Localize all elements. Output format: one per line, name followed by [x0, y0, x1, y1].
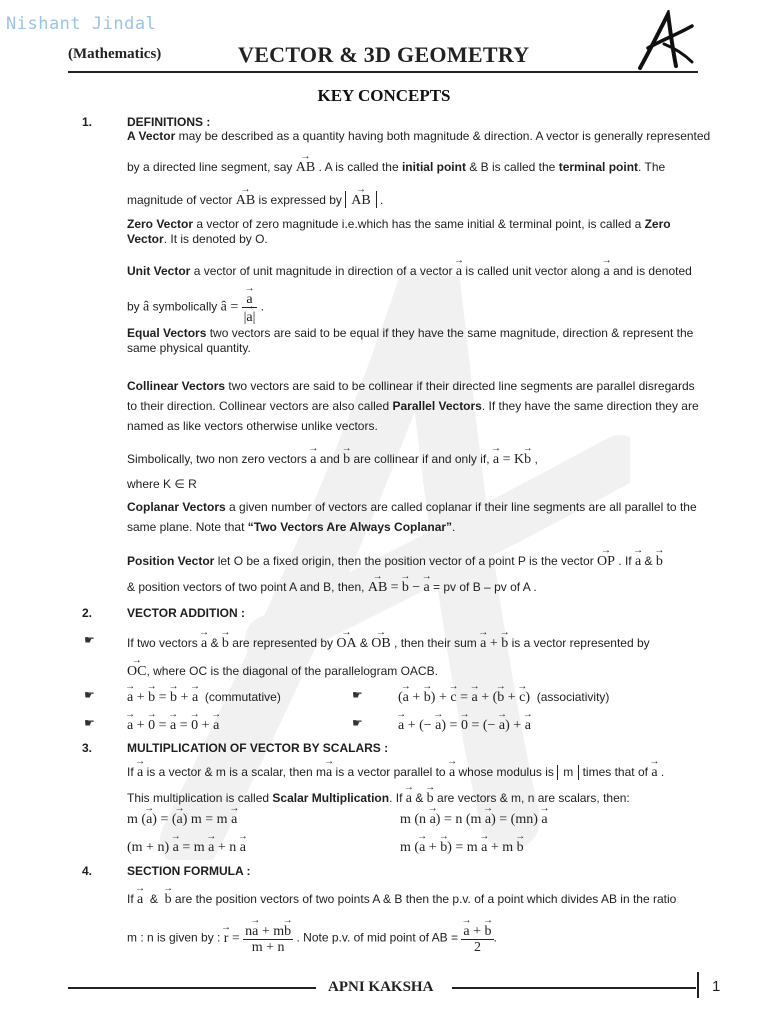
footer-divider-left: [68, 987, 316, 989]
section-3-number: 3.: [82, 741, 93, 755]
unit-vector-symbol: by â symbolically â = → $\frac{a}{|\to a|}$ .: [127, 290, 264, 325]
scalar-law-3: (m + n) → a = m → a + n → a: [127, 838, 246, 855]
scalar-law-4: m (→ a + → b) = m → a + m → b: [400, 838, 524, 855]
collinear-condition: Simbolically, two non zero vectors → a and → b are collinear if and only if, → a = K→ b ,: [127, 450, 538, 467]
footer-bar: [697, 972, 699, 998]
vector-definition: A Vector may be described as a quantity having both magnitude & direction. A vector is generally represented: [127, 129, 711, 143]
collinear-vectors-definition: Collinear Vectors two vectors are said to be collinear if their directed line segments are parallel disregards to their direction. Collinear vectors are also called Parallel Vectors. If they have the same direction they are named as like vectors otherwise unlike vectors.: [127, 379, 699, 433]
page-title: VECTOR & 3D GEOMETRY: [238, 42, 530, 67]
associative-law: (→ a + → b) + → c = → a + (→ b + → c) (associativity): [398, 688, 609, 705]
footer-brand: APNI KAKSHA: [328, 979, 434, 995]
bullet-hand-icon: ☛: [84, 688, 95, 702]
header-divider: [68, 71, 698, 73]
section-heading: KEY CONCEPTS: [317, 86, 451, 105]
zero-vector-definition: Zero Vector a vector of zero magnitude i.e.which has the same initial & terminal point, is called a Zero Vector. It is denoted by O.: [127, 217, 671, 246]
bullet-hand-icon: ☛: [84, 716, 95, 730]
bullet-hand-icon: ☛: [352, 716, 363, 730]
coplanar-vectors-definition: Coplanar Vectors a given number of vectors are called coplanar if their line segments are all parallel to the same plane. Note that “Two Vectors Are Always Coplanar”.: [127, 500, 697, 534]
equal-vectors-definition: Equal Vectors two vectors are said to be equal if they have the same magnitude, direction & represent the same physical quantity.: [127, 326, 694, 355]
position-vector-definition: Position Vector let O be a fixed origin, then the position vector of a point P is the vector → OP . If → a & → b: [127, 552, 663, 569]
unit-vector-definition: Unit Vector a vector of unit magnitude in direction of a vector → a is called unit vector along → a and is denoted: [127, 262, 692, 279]
additive-inverse: → a + (− → a) = → 0 = (− → a) + → a: [398, 716, 531, 733]
section-4-number: 4.: [82, 864, 93, 878]
section-2-number: 2.: [82, 606, 93, 620]
section-formula-line-1: If → a & → b are the position vectors of two points A & B then the p.v. of a point which divides AB in the ratio: [127, 890, 676, 907]
magnitude-line: magnitude of vector → AB is expressed by → AB .: [127, 191, 383, 208]
author-name: Nishant Jindal: [6, 14, 157, 34]
vector-addition-line: If two vectors → a & → b are represented by → OA & → OB , then their sum → a + → b is a vector represented by: [127, 634, 650, 651]
footer-divider-right: [452, 987, 696, 989]
k-domain: where K ∈ R: [127, 477, 197, 491]
position-vector-formula: & position vectors of two point A and B, then, → AB = → b − → a = pv of B – pv of A .: [127, 578, 537, 595]
section-1-title: DEFINITIONS :: [127, 115, 211, 129]
section-2-title: VECTOR ADDITION :: [127, 606, 246, 620]
bullet-hand-icon: ☛: [84, 633, 95, 647]
section-formula-line-2: m : n is given by : → r = $\frac{n\to a + m\to b}{m + n}$ . Note p.v. of mid point of AB = → $\frac{a + \to b}{2}$ .: [127, 922, 497, 955]
section-4-title: SECTION FORMULA :: [127, 864, 251, 878]
scalar-law-2: m (n → a) = n (m → a) = (mn) → a: [400, 810, 548, 827]
directed-segment-line: by a directed line segment, say → AB . A is called the initial point & B is called the terminal point. The: [127, 158, 665, 175]
subject-label: (Mathematics): [68, 46, 162, 62]
commutative-law: → a + → b = → b + → a (commutative): [127, 688, 281, 705]
bullet-hand-icon: ☛: [352, 688, 363, 702]
scalar-mult-line-2: This multiplication is called Scalar Multiplication. If → a & → b are vectors & m, n are scalars, then:: [127, 789, 630, 806]
scalar-mult-line-1: If → a is a vector & m is a scalar, then m→ a is a vector parallel to → a whose modulus is m times that of → a .: [127, 763, 664, 780]
brand-logo-icon: [634, 10, 694, 72]
scalar-law-1: m (→ a) = (→ a) m = m → a: [127, 810, 237, 827]
diagonal-line: → OC, where OC is the diagonal of the parallelogram OACB.: [127, 662, 438, 679]
section-1-number: 1.: [82, 115, 93, 129]
section-3-title: MULTIPLICATION OF VECTOR BY SCALARS :: [127, 741, 389, 755]
page-number: 1: [712, 978, 721, 995]
additive-identity: → a + → 0 = → a = → 0 + → a: [127, 716, 219, 733]
